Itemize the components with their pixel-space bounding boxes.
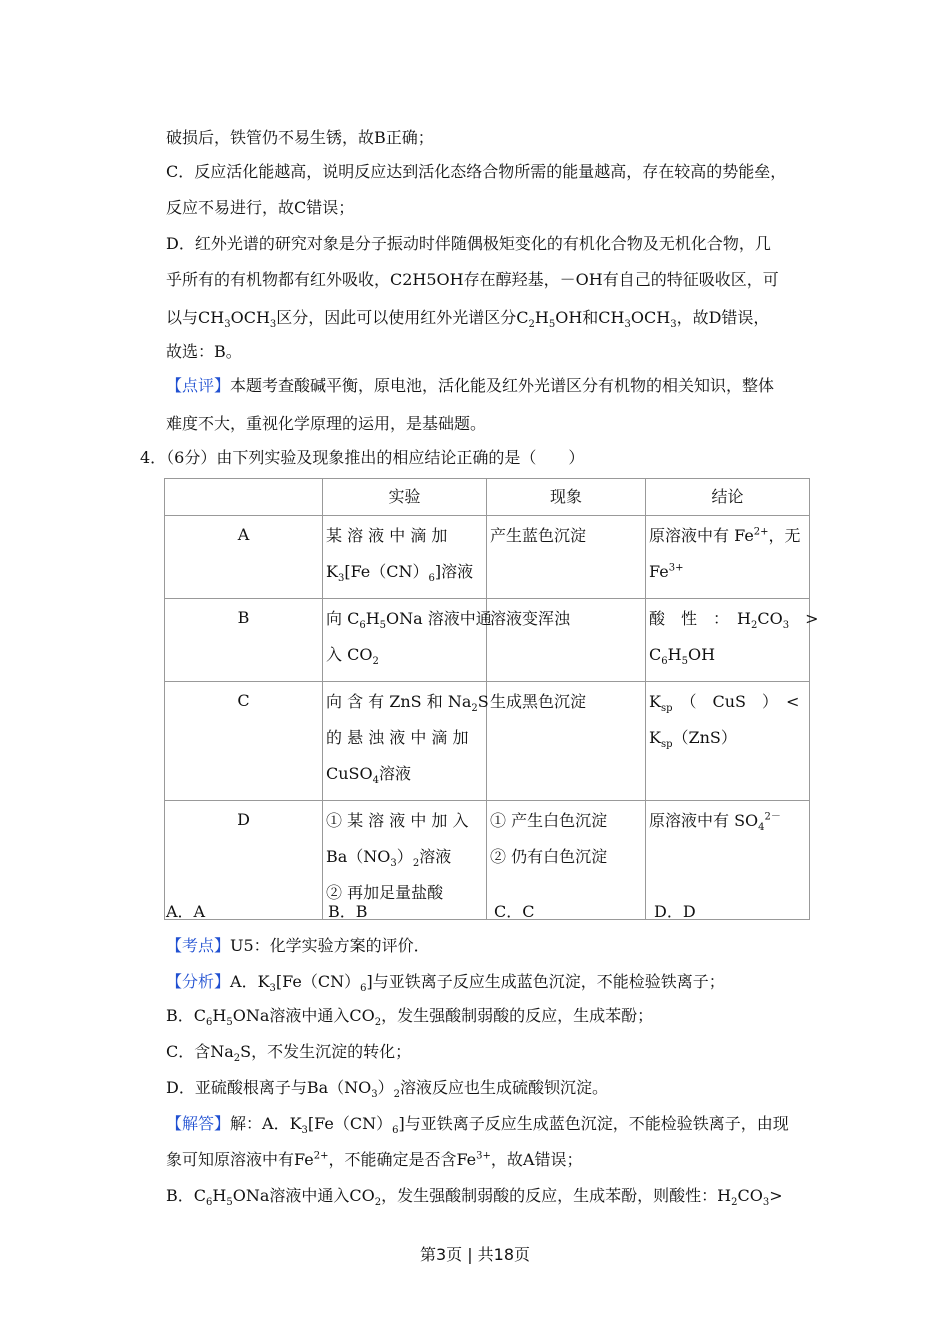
table-header: 现象 [487,479,646,516]
text-line: 反应不易进行，故C错误； [166,198,355,217]
option-c: C．C [494,902,535,921]
text-line: 乎所有的有机物都有红外吸收，C2H5OH存在醇羟基，－OH有自己的特征吸收区，可 [166,270,779,289]
text-line: 以与$CH_3OCH_3$区分，因此可以使用红外光谱区分$C_2H_5OH$和$CH_3OCH_3$，故D错误， [166,308,770,331]
row-label: D [165,801,323,920]
option-a: A．A [166,902,206,921]
table-header: 实验 [323,479,487,516]
fenxi-line: C．含$Na_2S$，不发生沉淀的转化； [166,1042,412,1065]
experiment-cell: 向 $C_6H_5ONa$ 溶液中通 入 $CO_2$ [323,599,487,682]
fenxi-tag: 【分析】 [166,972,231,991]
table-row [165,516,810,599]
table-header-row [165,479,810,516]
phenomenon-cell: 生成黑色沉淀 [487,682,646,801]
phenomenon-cell: 产生蓝色沉淀 [487,516,646,599]
table-row [165,599,810,682]
comment-tag: 【点评】 [166,376,231,395]
conclusion-cell: $K_{sp}$ （ CuS ） < $K_{sp}(ZnS)$ [646,682,810,801]
experiment-cell: ① 某 溶 液 中 加 入 $Ba(NO_3)_2$溶液 ② 再加足量盐酸 [323,801,487,920]
comment-line: 【点评】本题考查酸碱平衡，原电池，活化能及红外光谱区分有机物的相关知识，整体 [166,376,775,395]
jieda-line: B．$C_6H_5ONa$溶液中通入$CO_2$，发生强酸制弱酸的反应，生成苯酚，则酸性：$H_2CO_3>$ [166,1186,783,1209]
conclusion-cell: 原溶液中有 $SO_4^{2-}$ [646,801,810,920]
fenxi-line: D．亚硫酸根离子与$Ba(NO_3)_2$溶液反应也生成硫酸钡沉淀。 [166,1078,609,1101]
row-label: A [165,516,323,599]
option-b: B．B [328,902,368,921]
question-title: 4．（6分）由下列实验及现象推出的相应结论正确的是（ ） [140,448,585,467]
fenxi-line: B．$C_6H_5ONa$溶液中通入$CO_2$，发生强酸制弱酸的反应，生成苯酚； [166,1006,654,1029]
option-d: D．D [654,902,696,921]
row-label: C [165,682,323,801]
table-row [165,682,810,801]
jieda-tag: 【解答】 [166,1114,231,1133]
text-line: 故选：B。 [166,342,242,361]
jieda-line: 【解答】解：A．$K_3[Fe(CN)_6]$与亚铁离子反应生成蓝色沉淀，不能检验铁离子，由现 [166,1114,789,1137]
table-row [165,801,810,920]
table-header [165,479,323,516]
experiment-table [164,478,819,920]
text-line: D．红外光谱的研究对象是分子振动时伴随偶极矩变化的有机化合物及无机化合物，几 [166,234,771,253]
experiment-cell: 向 含 有 ZnS 和 $Na_2S$ 的 悬 浊 液 中 滴 加 CuSO$_4$溶液 [323,682,487,801]
phenomenon-cell: ① 产生白色沉淀 ② 仍有白色沉淀 [487,801,646,920]
kaodian-line: 【考点】U5：化学实验方案的评价． [166,936,430,955]
phenomenon-cell: 溶液变浑浊 [487,599,646,682]
conclusion-cell: 原溶液中有 $Fe^{2+}$，无 $Fe^{3+}$ [646,516,810,599]
text-line: C．反应活化能越高，说明反应达到活化态络合物所需的能量越高，存在较高的势能垒， [166,162,787,181]
fenxi-line: 【分析】A．$K_3[Fe(CN)_6]$与亚铁离子反应生成蓝色沉淀，不能检验铁离子； [166,972,725,995]
experiment-cell: 某 溶 液 中 滴 加 $K_3[Fe(CN)_6]$溶液 [323,516,487,599]
jieda-line: 象可知原溶液中有$Fe^{2+}$，不能确定是否含$Fe^{3+}$，故A错误； [166,1150,583,1169]
row-label: B [165,599,323,682]
comment-line: 难度不大，重视化学原理的运用，是基础题。 [166,414,487,433]
page-footer: 第3页 | 共18页 [419,1245,531,1264]
table-header: 结论 [646,479,810,516]
conclusion-cell: 酸 性 ： $H_2CO_3$ > $C_6H_5OH$ [646,599,810,682]
text-line: 破损后，铁管仍不易生锈，故B正确； [166,128,434,147]
kaodian-tag: 【考点】 [166,936,231,955]
